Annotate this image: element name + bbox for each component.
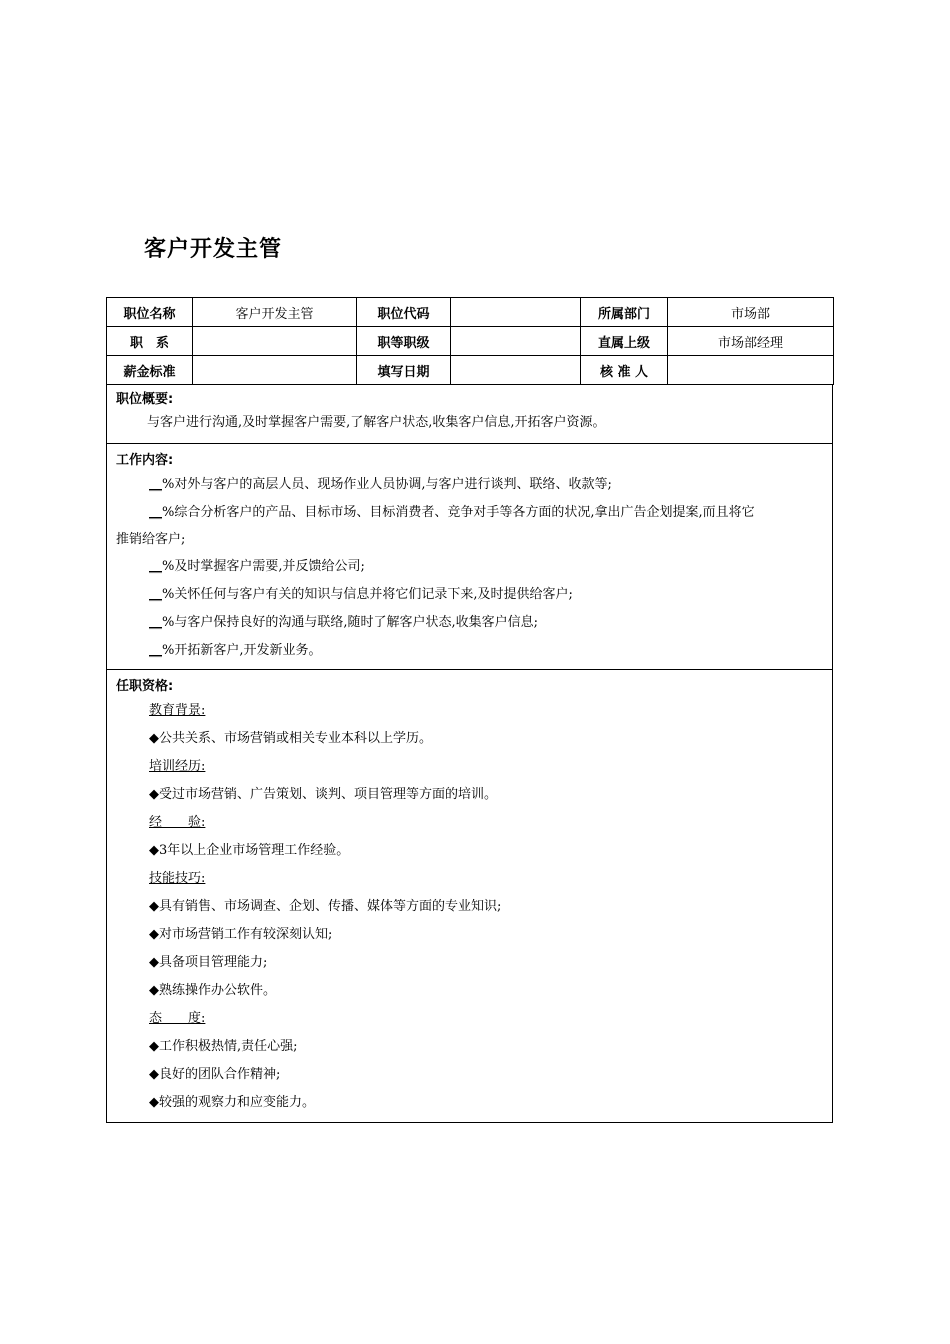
fill-date-value [451, 356, 581, 385]
duty-text: %关怀任何与客户有关的知识与信息并将它们记录下来,及时提供给客户; [162, 587, 573, 602]
experience-item: ◆3年以上企业市场管理工作经验。 [149, 843, 350, 858]
skills-item: ◆对市场营销工作有较深刻认知; [149, 927, 333, 942]
supervisor-value: 市场部经理 [668, 327, 834, 356]
qualifications-heading: 任职资格: [116, 679, 174, 694]
summary-text: 与客户进行沟通,及时掌握客户需要,了解客户状态,收集客户信息,开拓客户资源。 [147, 415, 606, 430]
skills-label: 技能技巧: [149, 871, 206, 886]
table-row [107, 327, 834, 356]
experience-label-row [107, 809, 832, 837]
duty-item [107, 499, 832, 553]
duty-text-continued: 推销给客户; [116, 532, 186, 547]
blank-marker: __ [149, 587, 162, 602]
skills-item: ◆具备项目管理能力; [149, 955, 268, 970]
department-label: 所属部门 [581, 298, 668, 327]
page-title: 客户开发主管 [144, 237, 283, 262]
skills-item: ◆熟练操作办公软件。 [149, 983, 276, 998]
attitude-item: ◆工作积极热情,责任心强; [149, 1039, 298, 1054]
skills-label-row [107, 865, 832, 893]
table-row [107, 356, 834, 385]
approver-label: 核 准 人 [581, 356, 668, 385]
duty-item [107, 553, 832, 581]
duty-text: %对外与客户的高层人员、现场作业人员协调,与客户进行谈判、联络、收款等; [162, 477, 612, 492]
duties-section [106, 444, 833, 670]
table-row [107, 298, 834, 327]
summary-section [106, 384, 833, 444]
summary-heading: 职位概要: [116, 392, 174, 407]
blank-marker: __ [149, 477, 162, 492]
attitude-item: ◆较强的观察力和应变能力。 [149, 1095, 315, 1110]
training-item: ◆受过市场营销、广告策划、谈判、项目管理等方面的培训。 [149, 787, 497, 802]
attitude-item: ◆良好的团队合作精神; [149, 1067, 281, 1082]
department-value: 市场部 [668, 298, 834, 327]
job-family-value [193, 327, 357, 356]
blank-marker: __ [149, 643, 162, 658]
salary-value [193, 356, 357, 385]
blank-marker: __ [149, 505, 162, 520]
duties-heading: 工作内容: [116, 453, 174, 468]
blank-marker: __ [149, 559, 162, 574]
duty-item [107, 609, 832, 637]
position-code-value [451, 298, 581, 327]
education-label: 教育背景: [149, 703, 206, 718]
attitude-label-row [107, 1005, 832, 1033]
salary-label: 薪金标准 [107, 356, 193, 385]
duty-text: %及时掌握客户需要,并反馈给公司; [162, 559, 365, 574]
duty-text: %综合分析客户的产品、目标市场、目标消费者、竞争对手等各方面的状况,拿出广告企划提案,而且将它 [162, 505, 755, 520]
experience-label: 经 验: [149, 815, 206, 830]
blank-marker: __ [149, 615, 162, 630]
job-grade-label: 职等职级 [357, 327, 451, 356]
duty-item [107, 471, 832, 499]
training-label-row [107, 753, 832, 781]
duty-text: %开拓新客户,开发新业务。 [162, 643, 322, 658]
attitude-label: 态 度: [149, 1011, 206, 1026]
skills-item: ◆具有销售、市场调查、企划、传播、媒体等方面的专业知识; [149, 899, 502, 914]
position-code-label: 职位代码 [357, 298, 451, 327]
education-label-row [107, 697, 832, 725]
duty-item [107, 637, 832, 665]
job-family-label: 职 系 [107, 327, 193, 356]
position-name-value: 客户开发主管 [193, 298, 357, 327]
job-info-table [106, 297, 834, 385]
position-name-label: 职位名称 [107, 298, 193, 327]
supervisor-label: 直属上级 [581, 327, 668, 356]
approver-value [668, 356, 834, 385]
education-item: ◆公共关系、市场营销或相关专业本科以上学历。 [149, 731, 432, 746]
job-grade-value [451, 327, 581, 356]
fill-date-label: 填写日期 [357, 356, 451, 385]
training-label: 培训经历: [149, 759, 206, 774]
duty-text: %与客户保持良好的沟通与联络,随时了解客户状态,收集客户信息; [162, 615, 538, 630]
qualifications-section [106, 670, 833, 1123]
duty-item [107, 581, 832, 609]
